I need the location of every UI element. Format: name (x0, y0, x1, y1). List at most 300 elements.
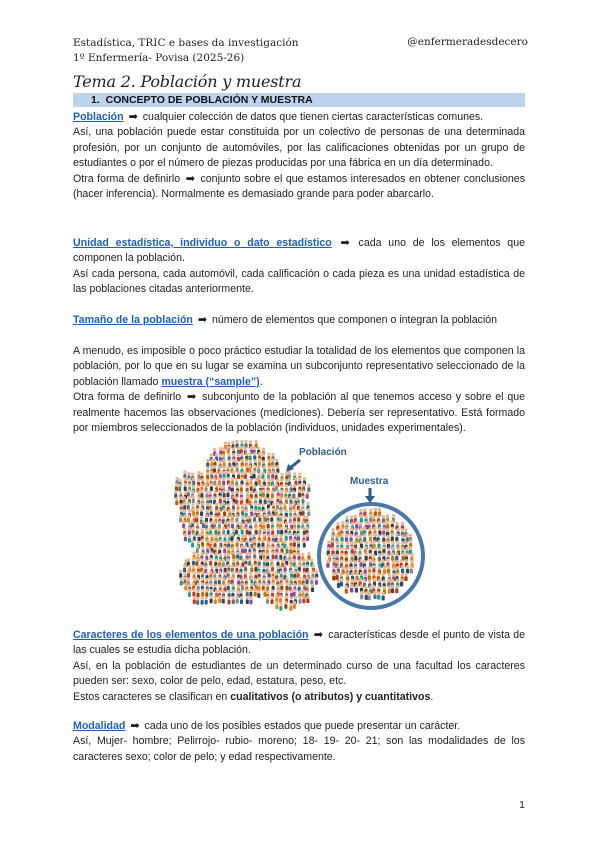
person-figure (277, 526, 280, 534)
person-figure (305, 576, 308, 584)
poblacion-label: Población (299, 447, 347, 458)
person-figure (360, 540, 363, 548)
person-figure (363, 566, 366, 574)
person-figure (231, 477, 234, 485)
person-figure (188, 535, 191, 543)
person-figure (279, 603, 282, 611)
person-figure (297, 540, 300, 548)
person-figure (331, 539, 334, 547)
arrow-right-icon: ➡ (185, 172, 195, 185)
person-figure (311, 584, 314, 592)
person-figure (262, 551, 265, 559)
person-figure (184, 533, 187, 541)
person-figure (369, 514, 372, 522)
person-figure (267, 471, 270, 479)
person-figure (192, 557, 195, 565)
person-figure (226, 489, 229, 497)
person-figure (292, 588, 295, 596)
section-number: 1. (91, 94, 100, 106)
person-figure (289, 603, 292, 611)
person-figure (188, 589, 191, 597)
person-figure (245, 526, 248, 534)
person-figure (205, 490, 208, 498)
population-sample-svg (172, 438, 430, 618)
person-figure (306, 491, 309, 499)
person-figure (289, 496, 292, 504)
muestra-term: muestra (“sample”) (161, 375, 260, 388)
person-figure (360, 514, 363, 522)
person-figure (258, 477, 261, 485)
caracteres-example: Así, en la población de estudiantes de un determinado curso de una facultad los caracteres pueden ser: sexo, color de pelo, edad, estatura, peso, etc. (73, 659, 525, 688)
person-figure (290, 570, 293, 578)
person-figure (201, 589, 204, 597)
person-figure (302, 595, 305, 603)
tamano-block (73, 313, 525, 328)
person-figure (266, 520, 269, 528)
person-figure (174, 490, 177, 498)
person-figure (250, 483, 253, 491)
person-figure (369, 533, 372, 541)
person-figure (214, 527, 217, 535)
muestra-otra-paragraph (73, 390, 525, 436)
person-figure (369, 559, 372, 567)
person-figure (230, 533, 233, 541)
person-figure (262, 489, 265, 497)
person-figure (248, 515, 251, 523)
person-figure (175, 483, 178, 491)
person-figure (266, 583, 269, 591)
tamano-def-text: número de elementos que componen o integran la población (212, 314, 498, 326)
person-figure (315, 577, 318, 585)
person-figure (235, 514, 238, 522)
person-figure (206, 459, 209, 467)
section-title-text: CONCEPTO DE POBLACIÓN Y MUESTRA (105, 94, 313, 106)
person-figure (298, 489, 301, 497)
person-figure (244, 545, 247, 553)
person-figure (254, 502, 257, 510)
person-figure (254, 478, 257, 486)
person-figure (235, 478, 238, 486)
person-figure (179, 570, 182, 578)
person-figure (276, 465, 279, 473)
person-figure (180, 577, 183, 585)
person-figure (293, 539, 296, 547)
modalidad-term: Modalidad (73, 720, 126, 732)
person-figure (236, 596, 239, 604)
person-figure (235, 527, 238, 535)
person-figure (378, 508, 381, 516)
person-figure (293, 601, 296, 609)
person-figure (192, 508, 195, 516)
person-figure (275, 551, 278, 559)
muestra-block (73, 344, 525, 436)
muestra-label: Muestra (350, 476, 389, 487)
person-figure (377, 540, 380, 548)
person-figure (271, 582, 274, 590)
person-figure (205, 514, 208, 522)
tamano-term: Tamaño de la población (73, 314, 193, 326)
person-figure (266, 596, 269, 604)
course-subtitle: 1º Enfermería- Povisa (2025-26) (73, 52, 245, 64)
person-figure (257, 590, 260, 598)
person-figure (326, 559, 329, 567)
person-figure (182, 520, 185, 528)
caracteres-def-text: características desde el punto de vista de las cuales se estudia dicha población. (73, 629, 525, 657)
person-figure (301, 508, 304, 516)
caracteres-clasificacion (73, 690, 525, 705)
muestra-pointer-head (365, 496, 375, 503)
person-figure (360, 527, 363, 535)
person-figure (222, 527, 225, 535)
person-figure (391, 552, 394, 560)
person-figure (262, 453, 265, 461)
person-figure (250, 564, 253, 572)
person-figure (340, 578, 343, 586)
person-figure (231, 520, 234, 528)
muestra-otra-intro: Otra forma de definirlo (73, 391, 182, 404)
person-figure (400, 578, 403, 586)
person-figure (270, 514, 273, 522)
person-figure (283, 564, 286, 572)
person-figure (240, 596, 243, 604)
modalidad-definition (73, 719, 525, 734)
person-figure (196, 597, 199, 605)
person-figure (179, 496, 182, 504)
person-figure (210, 533, 213, 541)
muestra-intro: A menudo, es imposible o poco práctico estudiar la totalidad de los elementos que componen la población, por lo que en su lugar se examina un subconjunto representativo seleccionado de la población llamado (73, 345, 525, 388)
person-figure (271, 551, 274, 559)
person-figure (200, 490, 203, 498)
person-figure (276, 558, 279, 566)
person-figure (237, 577, 240, 585)
person-figure (184, 483, 187, 491)
person-figure (340, 533, 343, 541)
person-figure (222, 490, 225, 498)
person-figure (249, 589, 252, 597)
person-figure (224, 565, 227, 573)
person-figure (258, 558, 261, 566)
person-figure (196, 590, 199, 598)
person-figure (192, 588, 195, 596)
person-figure (232, 502, 235, 510)
person-figure (310, 576, 313, 584)
person-figure (279, 552, 282, 560)
person-figure (263, 589, 266, 597)
person-figure (183, 564, 186, 572)
person-figure (263, 496, 266, 504)
person-figure (280, 582, 283, 590)
person-figure (235, 539, 238, 547)
person-figure (246, 589, 249, 597)
person-figure (410, 565, 413, 573)
poblacion-pointer-arrow (290, 460, 300, 468)
person-figure (303, 540, 306, 548)
person-figure (261, 539, 264, 547)
person-figure (219, 496, 222, 504)
person-figure (355, 520, 358, 528)
muestra-paragraph (73, 344, 525, 390)
person-figure (206, 471, 209, 479)
person-figure (349, 534, 352, 542)
person-figure (214, 577, 217, 585)
person-figure (187, 570, 190, 578)
person-figure (218, 577, 221, 585)
unidad-term: Unidad estadística, individuo o dato estadístico (73, 237, 332, 249)
person-figure (335, 571, 338, 579)
person-figure (387, 565, 390, 573)
person-figure (195, 514, 198, 522)
person-figure (391, 533, 394, 541)
person-figure (395, 585, 398, 593)
caracteres-term: Caracteres de los elementos de una población (73, 629, 309, 641)
person-figure (401, 565, 404, 573)
person-figure (209, 595, 212, 603)
person-figure (250, 508, 253, 516)
poblacion-block (73, 110, 525, 202)
person-figure (192, 477, 195, 485)
person-figure (227, 596, 230, 604)
person-figure (271, 490, 274, 498)
population-sample-illustration (172, 438, 430, 618)
person-figure (250, 491, 253, 499)
person-figure (359, 559, 362, 567)
person-figure (395, 533, 398, 541)
person-figure (404, 573, 407, 581)
person-figure (246, 596, 249, 604)
person-figure (257, 465, 260, 473)
person-figure (197, 533, 200, 541)
person-figure (188, 527, 191, 535)
person-figure (388, 585, 391, 593)
person-figure (332, 572, 335, 580)
person-figure (202, 520, 205, 528)
person-figure (267, 534, 270, 542)
person-figure (197, 471, 200, 479)
poblacion-def-text: cualquier colección de datos que tienen ciertas características comunes. (142, 111, 484, 123)
person-figure (306, 595, 309, 603)
person-figure (307, 508, 310, 516)
person-figure (377, 591, 380, 599)
person-figure (222, 577, 225, 585)
person-figure (335, 534, 338, 542)
person-figure (350, 546, 353, 554)
otra-forma-paragraph (73, 172, 525, 203)
person-figure (231, 576, 234, 584)
person-figure (405, 534, 408, 542)
course-title: Estadística, TRIC e bases da investigación (73, 37, 299, 49)
person-figure (306, 533, 309, 541)
person-figure (364, 552, 367, 560)
person-figure (206, 545, 209, 553)
person-figure (245, 452, 248, 460)
person-figure (191, 540, 194, 548)
person-figure (360, 591, 363, 599)
person-figure (218, 595, 221, 603)
person-figure (271, 527, 274, 535)
person-figure (222, 596, 225, 604)
person-figure (183, 502, 186, 510)
person-figure (257, 583, 260, 591)
person-figure (298, 596, 301, 604)
person-figure (261, 471, 264, 479)
person-figure (201, 539, 204, 547)
person-figure (285, 533, 288, 541)
person-figure (280, 490, 283, 498)
person-figure (345, 585, 348, 593)
person-figure (289, 546, 292, 554)
person-figure (227, 583, 230, 591)
person-figure (293, 571, 296, 579)
person-figure (285, 582, 288, 590)
person-figure (285, 546, 288, 554)
otra-forma-def: conjunto sobre el que estamos interesados en obtener conclusiones (hacer inferencia). Normalmente es demasiado grande para poder abarcarlo. (73, 172, 525, 201)
person-figure (241, 526, 244, 534)
person-figure (200, 508, 203, 516)
unidad-def-text: cada uno de los elementos que componen la población. (73, 237, 525, 265)
person-figure (288, 471, 291, 479)
person-figure (193, 596, 196, 604)
person-figure (205, 597, 208, 605)
person-figure (373, 533, 376, 541)
person-figure (307, 484, 310, 492)
person-figure (195, 558, 198, 566)
person-figure (280, 527, 283, 535)
person-figure (337, 579, 340, 587)
person-figure (240, 484, 243, 492)
page-number: 1 (519, 799, 525, 811)
person-figure (275, 472, 278, 480)
person-figure (345, 534, 348, 542)
arrow-right-icon: ➡ (313, 629, 324, 641)
person-figure (222, 477, 225, 485)
person-figure (218, 477, 221, 485)
caracteres-clasif-bold: cualitativos (o atributos) y cuantitativos (230, 690, 431, 703)
person-figure (275, 601, 278, 609)
person-figure (401, 552, 404, 560)
person-figure (301, 496, 304, 504)
section-heading (91, 94, 313, 106)
person-figure (213, 540, 216, 548)
person-figure (179, 514, 182, 522)
poblacion-term: Población (73, 111, 124, 123)
person-figure (368, 572, 371, 580)
author-handle: @enfermeradesdecero (407, 36, 528, 48)
sample-crowd (326, 508, 414, 601)
person-figure (258, 458, 261, 466)
person-figure (263, 558, 266, 566)
unidad-example: Así cada persona, cada automóvil, cada calificación o cada pieza es una unidad estadística de las poblaciones citadas anteriormente. (73, 267, 525, 296)
person-figure (223, 545, 226, 553)
person-figure (231, 484, 234, 492)
poblacion-definition (73, 110, 525, 125)
person-figure (200, 597, 203, 605)
person-figure (249, 596, 252, 604)
person-figure (232, 551, 235, 559)
person-figure (210, 483, 213, 491)
caracteres-clasif-end: . (430, 690, 434, 703)
person-figure (240, 446, 243, 454)
person-figure (248, 452, 251, 460)
person-figure (297, 533, 300, 541)
person-figure (214, 596, 217, 604)
person-figure (254, 589, 257, 597)
otra-forma-intro: Otra forma de definirlo (73, 172, 181, 185)
tema-title: Tema 2. Población y muestra (73, 72, 302, 91)
person-figure (271, 458, 274, 466)
person-figure (187, 502, 190, 510)
person-figure (306, 565, 309, 573)
person-figure (365, 591, 368, 599)
person-figure (222, 459, 225, 467)
caracteres-clasif-intro: Estos caracteres se clasifican en (73, 690, 228, 703)
person-figure (279, 595, 282, 603)
arrow-right-icon: ➡ (128, 111, 138, 123)
person-figure (303, 565, 306, 573)
person-figure (227, 446, 230, 454)
person-figure (237, 471, 240, 479)
person-figure (197, 582, 200, 590)
person-figure (381, 592, 384, 600)
person-figure (382, 534, 385, 542)
person-figure (223, 508, 226, 516)
person-figure (253, 452, 256, 460)
modalidad-block (73, 719, 525, 765)
person-figure (192, 495, 195, 503)
person-figure (303, 527, 306, 535)
person-figure (248, 465, 251, 473)
person-figure (240, 477, 243, 485)
person-figure (239, 552, 242, 560)
person-figure (270, 596, 273, 604)
person-figure (367, 592, 370, 600)
person-figure (244, 564, 247, 572)
person-figure (363, 534, 366, 542)
person-figure (297, 552, 300, 560)
arrow-right-icon: ➡ (130, 720, 140, 732)
person-figure (241, 508, 244, 516)
person-figure (241, 545, 244, 553)
person-figure (175, 497, 178, 505)
muestra-end: . (259, 375, 263, 388)
person-figure (378, 553, 381, 561)
caracteres-definition (73, 628, 525, 659)
person-figure (178, 483, 181, 491)
person-figure (350, 584, 353, 592)
person-figure (237, 446, 240, 454)
person-figure (252, 471, 255, 479)
tamano-definition (73, 313, 525, 328)
person-figure (196, 545, 199, 553)
person-figure (298, 577, 301, 585)
arrow-right-icon: ➡ (197, 314, 208, 326)
person-figure (391, 585, 394, 593)
person-figure (184, 582, 187, 590)
modalidad-example: Así, Mujer- hombre; Pelirrojo- rubio- moreno; 18- 19- 20- 21; son las modalidades de los caracteres sexo; color de pelo; y edad respectivamente. (73, 735, 525, 763)
person-figure (266, 490, 269, 498)
person-figure (354, 552, 357, 560)
modalidad-def-text: cada uno de los posibles estados que puede presentar un carácter. (144, 720, 461, 732)
person-figure (355, 584, 358, 592)
person-figure (271, 471, 274, 479)
person-figure (244, 471, 247, 479)
person-figure (373, 591, 376, 599)
header-left (73, 36, 299, 66)
person-figure (205, 589, 208, 597)
person-figure (192, 571, 195, 579)
person-figure (271, 564, 274, 572)
person-figure (395, 552, 398, 560)
person-figure (297, 514, 300, 522)
